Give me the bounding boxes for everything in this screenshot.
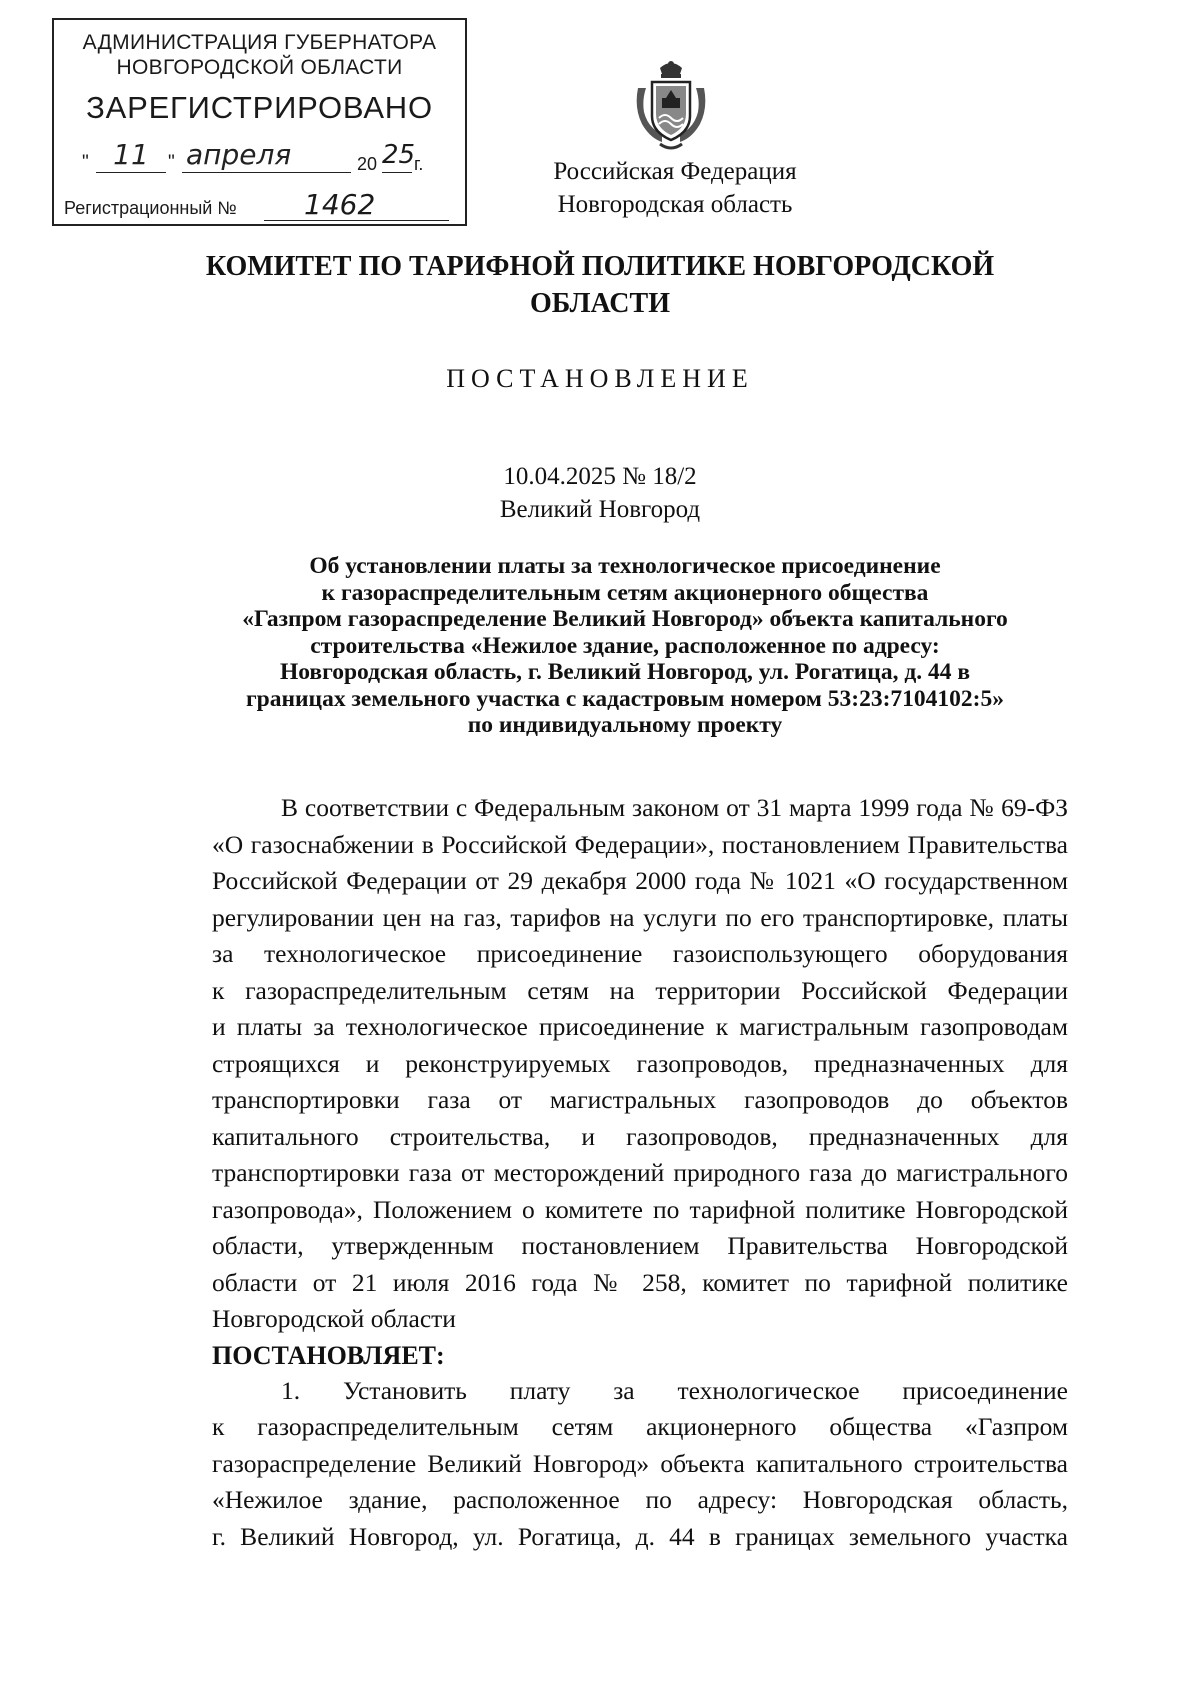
stamp-reg-number-label: Регистрационный № bbox=[64, 198, 237, 218]
item-1-paragraph bbox=[212, 1373, 1068, 1556]
document-subject bbox=[185, 553, 1065, 739]
preamble-line: газопровода», Положением о комитете по тарифной политике Новгородской bbox=[212, 1194, 1068, 1224]
stamp-year-prefix: 20 bbox=[357, 154, 378, 174]
ruling-heading: ПОСТАНОВЛЯЕТ: bbox=[212, 1340, 445, 1370]
subject-line: границах земельного участка с кадастровым номером 53:23:7104102:5» bbox=[245, 685, 1004, 712]
item-1-line: г. Великий Новгород, ул. Рогатица, д. 44 в границах земельного участка bbox=[212, 1521, 1068, 1551]
preamble-line: Новгородской области bbox=[212, 1304, 456, 1333]
preamble-line: и платы за технологическое присоединение к магистральным газопроводам bbox=[212, 1012, 1068, 1041]
item-1-line: газораспределение Великий Новгород» объекта капитального строительства bbox=[212, 1448, 1068, 1478]
preamble-line: капитального строительства, и газопроводов, предназначенных для bbox=[212, 1121, 1068, 1151]
stamp-quote-close: " bbox=[168, 152, 175, 173]
stamp-date-line bbox=[82, 138, 462, 178]
preamble-line: Российской Федерации от 29 декабря 2000 года № 1021 «О государственном bbox=[212, 866, 1068, 895]
stamp-quote-open: " bbox=[82, 152, 89, 173]
country-name: Российская Федерация bbox=[553, 158, 797, 185]
preamble-line: области от 21 июля 2016 года № 258, комитет по тарифной политике bbox=[212, 1267, 1068, 1297]
coat-of-arms-icon bbox=[632, 58, 710, 154]
region-name: Новгородская область bbox=[557, 191, 793, 218]
preamble-line: строящихся и реконструируемых газопроводов, предназначенных для bbox=[212, 1048, 1068, 1078]
stamp-month-handwritten: апреля bbox=[182, 138, 351, 173]
stamp-organization bbox=[54, 30, 465, 80]
stamp-org-line2: НОВГОРОДСКОЙ ОБЛАСТИ bbox=[116, 56, 403, 79]
document-type: ПОСТАНОВЛЕНИЕ bbox=[446, 364, 754, 393]
preamble-line: за технологическое присоединение газоиспользующего оборудования bbox=[212, 939, 1068, 968]
document-city: Великий Новгород bbox=[499, 496, 701, 523]
document-date-number: 10.04.2025 № 18/2 bbox=[503, 463, 697, 490]
subject-line: строительства «Нежилое здание, расположенное по адресу: bbox=[310, 632, 940, 659]
preamble-line: транспортировки газа от месторождений природного газа до магистрального bbox=[212, 1158, 1068, 1187]
stamp-org-line1: АДМИНИСТРАЦИЯ ГУБЕРНАТОРА bbox=[82, 31, 437, 54]
registration-stamp bbox=[52, 18, 467, 226]
stamp-registered-label: ЗАРЕГИСТРИРОВАНО bbox=[86, 90, 433, 125]
preamble-line: регулировании цен на газ, тарифов на услуги по его транспортировке, платы bbox=[212, 902, 1068, 932]
item-1-line: 1. Установить плату за технологическое присоединение bbox=[281, 1375, 1068, 1405]
item-1-line: к газораспределительным сетям акционерного общества «Газпром bbox=[212, 1412, 1068, 1441]
document-body bbox=[212, 790, 1068, 1555]
preamble-paragraph bbox=[212, 790, 1068, 1338]
subject-line: «Газпром газораспределение Великий Новгород» объекта капитального bbox=[242, 606, 1008, 632]
preamble-line: «О газоснабжении в Российской Федерации», постановлением Правительства bbox=[212, 829, 1068, 859]
date-number-block bbox=[0, 460, 1200, 526]
stamp-year-handwritten: 25 bbox=[382, 138, 412, 173]
subject-line: по индивидуальному проекту bbox=[467, 712, 783, 738]
preamble-line: области, утвержденным постановлением Правительства Новгородской bbox=[212, 1231, 1068, 1260]
preamble-line: транспортировки газа от магистральных газопроводов до объектов bbox=[212, 1085, 1068, 1114]
committee-title-line1: КОМИТЕТ ПО ТАРИФНОЙ ПОЛИТИКЕ НОВГОРОДСКОЙ bbox=[205, 251, 995, 282]
committee-title bbox=[120, 248, 1080, 322]
subject-line: к газораспределительным сетям акционерного общества bbox=[321, 579, 929, 606]
preamble-line: В соответствии с Федеральным законом от 31 марта 1999 года № 69-ФЗ bbox=[281, 793, 1068, 822]
committee-title-line2: ОБЛАСТИ bbox=[530, 288, 670, 319]
stamp-year-suffix: г. bbox=[414, 154, 424, 174]
stamp-day-handwritten: 11 bbox=[96, 138, 166, 173]
subject-line: Об установлении платы за технологическое присоединение bbox=[309, 553, 941, 579]
subject-line: Новгородская область, г. Великий Новгород, ул. Рогатица, д. 44 в bbox=[279, 659, 971, 685]
stamp-reg-number-handwritten: 1462 bbox=[264, 190, 449, 221]
item-1-line: «Нежилое здание, расположенное по адресу: Новгородская область, bbox=[212, 1485, 1068, 1514]
country-region-heading bbox=[540, 155, 810, 221]
preamble-line: к газораспределительным сетям на территории Российской Федерации bbox=[212, 975, 1068, 1005]
